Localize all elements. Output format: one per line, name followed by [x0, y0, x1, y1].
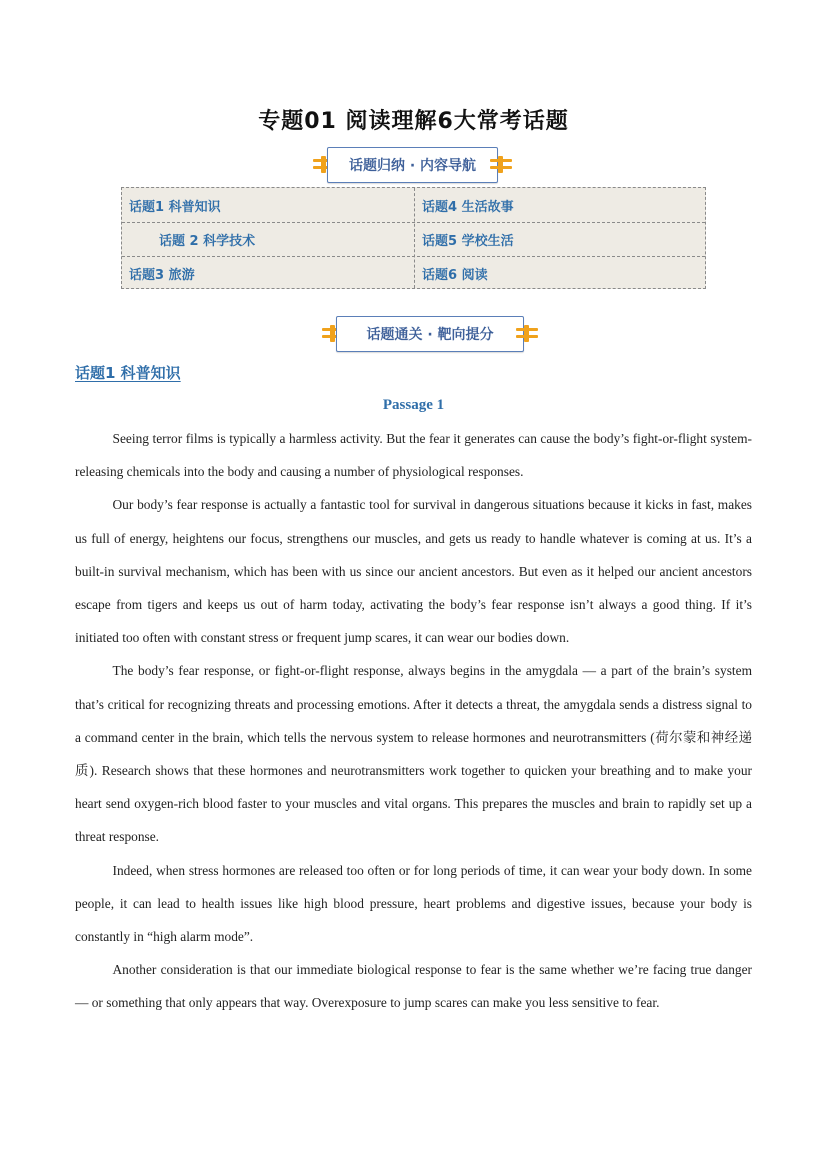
topic-item[interactable]: 话题6 阅读 — [422, 268, 488, 283]
topics-table — [121, 187, 706, 289]
document-title: 专题01 阅读理解6大常考话题 — [258, 109, 569, 134]
nav-banner — [313, 147, 512, 183]
paragraph: Indeed, when stress hormones are released too often or for long periods of time, it can wear your body down. In some people, it can lead to health issues like high blood pressure, heart problems and digestive issues, because your body is constantly in “high alarm mode”. — [75, 862, 752, 945]
paragraph: The body’s fear response, or fight-or-flight response, always begins in the amygdala — a part of the brain’s system that’s critical for recognizing threats and processing emotions. After it detects a threat, the amygdala sends a distress signal to a command center in the brain, which tells the nervous system to release hormones and neurotransmitters (荷尔蒙和神经递质). Research shows that these hormones and neurotransmitters work together to quicken your breathing and to make your heart send oxygen-rich blood faster to your muscles and vital organs. This prepares the muscles and brain to rapidly set up a threat response. — [75, 663, 752, 845]
topic-item[interactable]: 话题 2 科学技术 — [159, 234, 256, 249]
section-heading[interactable]: 话题1 科普知识 — [75, 364, 181, 382]
paragraph: Our body’s fear response is actually a fantastic tool for survival in dangerous situations because it kicks in fast, makes us full of energy, heightens our focus, strengthens our muscles, and gets us ready to handle whatever is coming at us. It’s a built-in survival mechanism, which has been with us since our ancient ancestors. But even as it helped our ancient ancestors escape from tigers and keeps us out of harm today, activating the body’s fear response isn’t always a good thing. If it’s initiated too often with constant stress or frequent jump scares, it can wear our bodies down. — [75, 497, 752, 646]
banner-ornament-icon — [516, 327, 538, 341]
topic-item[interactable]: 话题5 学校生活 — [422, 234, 514, 249]
topic-item[interactable]: 话题3 旅游 — [129, 268, 195, 283]
banner-ornament-icon — [490, 158, 512, 172]
passage-title: Passage 1 — [382, 397, 445, 413]
paragraph: Seeing terror films is typically a harmless activity. But the fear it generates can cause the body’s fight-or-flight system-releasing chemicals into the body and causing a number of physiological responses. — [75, 431, 752, 480]
paragraph: Another consideration is that our immediate biological response to fear is the same whether we’re facing true danger — or something that only appears that way. Overexposure to jump scares can make you less sensitive to fear. — [75, 962, 752, 1011]
practice-banner-label: 话题通关 · 靶向提分 — [336, 316, 524, 352]
topics-divider — [414, 188, 415, 288]
topic-item[interactable]: 话题1 科普知识 — [129, 200, 221, 215]
nav-banner-label: 话题归纳 · 内容导航 — [327, 147, 498, 183]
passage-body — [75, 422, 752, 1020]
topic-item[interactable]: 话题4 生活故事 — [422, 200, 514, 215]
practice-banner — [322, 316, 538, 352]
